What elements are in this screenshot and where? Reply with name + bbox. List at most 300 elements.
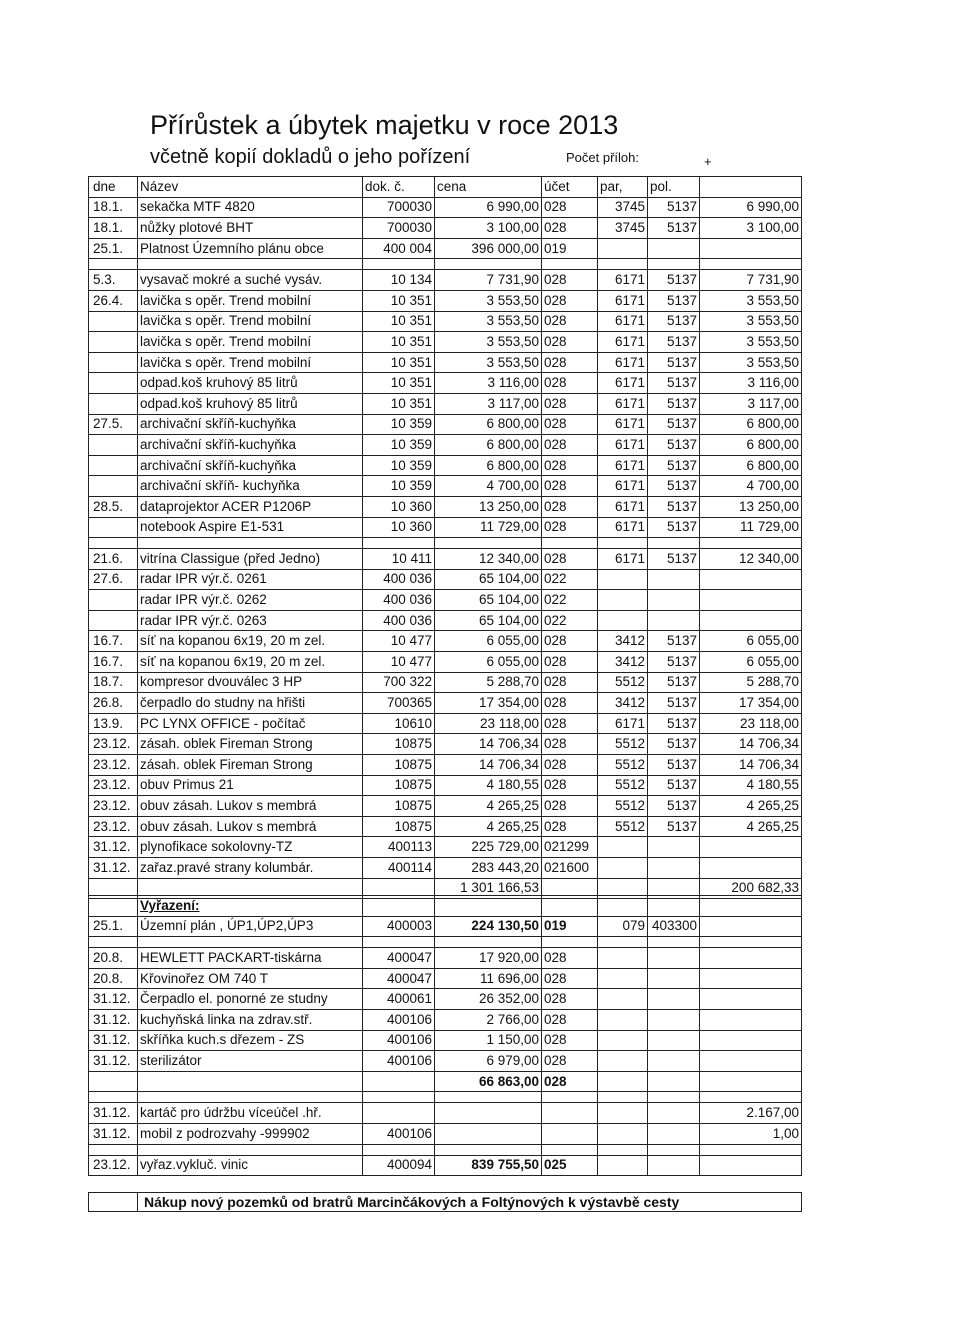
name-cell: archivační skříň-kuchyňka [138, 435, 363, 456]
day-cell [89, 1071, 138, 1092]
table-row [89, 414, 802, 435]
price-cell: 4 180,55 [435, 775, 542, 796]
spacer-cell [89, 937, 138, 948]
account-cell: 028 [542, 948, 598, 969]
par-cell: 6171 [598, 332, 648, 353]
account-cell: 028 [542, 652, 598, 673]
spacer-row [89, 937, 802, 948]
par-cell: 6171 [598, 393, 648, 414]
pol-cell: 5137 [648, 476, 700, 497]
page-subtitle: včetně kopií dokladů o jeho pořízení [150, 146, 471, 168]
price-cell: 6 055,00 [435, 652, 542, 673]
account-cell: 028 [542, 414, 598, 435]
table-row [89, 352, 802, 373]
price-cell: 1 150,00 [435, 1030, 542, 1051]
table-row [89, 1051, 802, 1072]
total-cell: 6 990,00 [700, 197, 802, 218]
table-row [89, 435, 802, 456]
doc-cell: 700365 [363, 693, 435, 714]
pol-cell: 5137 [648, 290, 700, 311]
heading-empty [89, 896, 138, 917]
account-cell: 028 [542, 989, 598, 1010]
table-row [89, 775, 802, 796]
account-cell: 022 [542, 569, 598, 590]
doc-cell: 400106 [363, 1123, 435, 1144]
account-cell: 028 [542, 796, 598, 817]
account-cell: 028 [542, 332, 598, 353]
heading-empty [363, 896, 435, 917]
pol-cell [648, 590, 700, 611]
price-cell: 396 000,00 [435, 238, 542, 259]
total-cell [700, 1030, 802, 1051]
spacer-cell [363, 538, 435, 549]
pol-cell [648, 1009, 700, 1030]
account-cell: 028 [542, 1071, 598, 1092]
spacer-cell [435, 1092, 542, 1103]
price-cell: 5 288,70 [435, 672, 542, 693]
doc-cell: 400106 [363, 1009, 435, 1030]
spacer-cell [138, 1092, 363, 1103]
name-cell: sekačka MTF 4820 [138, 197, 363, 218]
par-cell: 3412 [598, 693, 648, 714]
price-cell: 3 553,50 [435, 352, 542, 373]
doc-cell: 10 477 [363, 631, 435, 652]
doc-cell: 10875 [363, 734, 435, 755]
pol-cell [648, 948, 700, 969]
pol-cell: 5137 [648, 734, 700, 755]
spacer-row [89, 1144, 802, 1155]
par-cell: 5512 [598, 775, 648, 796]
table-row [89, 968, 802, 989]
account-cell: 022 [542, 590, 598, 611]
name-cell: mobil z podrozvahy -999902 [138, 1123, 363, 1144]
table-row [89, 796, 802, 817]
table-row [89, 218, 802, 239]
name-cell: síť na kopanou 6x19, 20 m zel. [138, 631, 363, 652]
pol-cell [648, 989, 700, 1010]
name-cell: HEWLETT PACKART-tiskárna [138, 948, 363, 969]
total-cell [700, 1051, 802, 1072]
day-cell: 31.12. [89, 1030, 138, 1051]
par-cell [598, 1071, 648, 1092]
account-cell: 028 [542, 816, 598, 837]
doc-cell: 10610 [363, 713, 435, 734]
pol-cell [648, 569, 700, 590]
table-row [89, 476, 802, 497]
pol-cell: 5137 [648, 373, 700, 394]
doc-cell: 10875 [363, 796, 435, 817]
pol-cell: 5137 [648, 197, 700, 218]
total-cell: 14 706,34 [700, 755, 802, 776]
account-cell: 028 [542, 352, 598, 373]
spacer-cell [648, 538, 700, 549]
disposals-heading-row [89, 896, 802, 917]
pol-cell: 5137 [648, 672, 700, 693]
day-cell: 23.12. [89, 796, 138, 817]
header-nazev: Název [138, 177, 363, 198]
account-cell: 021299 [542, 837, 598, 858]
total-cell: 3 553,50 [700, 311, 802, 332]
pol-cell: 5137 [648, 435, 700, 456]
total-cell [700, 968, 802, 989]
total-cell [700, 989, 802, 1010]
name-cell: lavička s opěr. Trend mobilní [138, 311, 363, 332]
total-cell: 13 250,00 [700, 496, 802, 517]
name-cell: lavička s opěr. Trend mobilní [138, 352, 363, 373]
table-row [89, 1123, 802, 1144]
price-cell: 6 055,00 [435, 631, 542, 652]
table-row [89, 311, 802, 332]
name-cell: zásah. oblek Fireman Strong [138, 734, 363, 755]
name-cell: kartáč pro údržbu víceúčel .hř. [138, 1103, 363, 1124]
doc-cell: 10 359 [363, 414, 435, 435]
doc-cell: 400113 [363, 837, 435, 858]
price-cell: 6 990,00 [435, 197, 542, 218]
spacer-cell [363, 1144, 435, 1155]
price-cell: 65 104,00 [435, 610, 542, 631]
day-cell: 13.9. [89, 713, 138, 734]
heading-empty [598, 896, 648, 917]
table-row [89, 672, 802, 693]
par-cell: 079 [598, 916, 648, 937]
spacer-cell [542, 1092, 598, 1103]
pol-cell [648, 1103, 700, 1124]
day-cell: 31.12. [89, 989, 138, 1010]
table-row [89, 1071, 802, 1092]
par-cell [598, 968, 648, 989]
table-row [89, 290, 802, 311]
price-cell: 3 117,00 [435, 393, 542, 414]
day-cell: 21.6. [89, 549, 138, 570]
day-cell: 23.12. [89, 734, 138, 755]
spacer-cell [648, 1144, 700, 1155]
par-cell: 6171 [598, 290, 648, 311]
doc-cell: 400106 [363, 1051, 435, 1072]
header-empty [700, 177, 802, 198]
price-cell: 26 352,00 [435, 989, 542, 1010]
price-cell: 3 116,00 [435, 373, 542, 394]
day-cell [89, 332, 138, 353]
name-cell: kompresor dvouválec 3 HP [138, 672, 363, 693]
name-cell: čerpadlo do studny na hřišti [138, 693, 363, 714]
total-cell: 6 055,00 [700, 631, 802, 652]
name-cell: lavička s opěr. Trend mobilní [138, 290, 363, 311]
total-cell: 11 729,00 [700, 517, 802, 538]
doc-cell: 10 351 [363, 311, 435, 332]
par-cell [598, 858, 648, 879]
total-cell [700, 610, 802, 631]
spacer-row [89, 1092, 802, 1103]
name-cell: skříňka kuch.s dřezem - ZS [138, 1030, 363, 1051]
table-row [89, 393, 802, 414]
header-ucet: účet [542, 177, 598, 198]
table-row [89, 948, 802, 969]
account-cell: 028 [542, 693, 598, 714]
total-cell: 6 055,00 [700, 652, 802, 673]
pol-cell: 5137 [648, 816, 700, 837]
par-cell: 6171 [598, 414, 648, 435]
price-cell: 224 130,50 [435, 916, 542, 937]
par-cell [598, 989, 648, 1010]
doc-cell: 400 036 [363, 610, 435, 631]
spacer-cell [138, 937, 363, 948]
table-row [89, 837, 802, 858]
header-par: par, [598, 177, 648, 198]
account-cell: 028 [542, 672, 598, 693]
pol-cell [648, 1071, 700, 1092]
table-row [89, 496, 802, 517]
price-cell [435, 1123, 542, 1144]
par-cell: 6171 [598, 496, 648, 517]
price-cell: 6 800,00 [435, 435, 542, 456]
account-cell: 028 [542, 968, 598, 989]
table-row [89, 1155, 802, 1176]
table-row [89, 455, 802, 476]
pol-cell: 5137 [648, 713, 700, 734]
additions-table [88, 176, 802, 899]
name-cell: sterilizátor [138, 1051, 363, 1072]
table-row [89, 1009, 802, 1030]
spacer-cell [598, 259, 648, 270]
spacer-cell [648, 937, 700, 948]
spacer-cell [435, 1144, 542, 1155]
price-cell: 11 729,00 [435, 517, 542, 538]
name-cell: vyřaz.vykluč. vinic [138, 1155, 363, 1176]
total-cell: 1,00 [700, 1123, 802, 1144]
doc-cell: 10 351 [363, 393, 435, 414]
day-cell: 31.12. [89, 1103, 138, 1124]
note-box [88, 1192, 802, 1212]
par-cell: 6171 [598, 549, 648, 570]
par-cell: 6171 [598, 311, 648, 332]
header-row [89, 177, 802, 198]
price-cell: 3 100,00 [435, 218, 542, 239]
total-cell: 3 117,00 [700, 393, 802, 414]
day-cell [89, 455, 138, 476]
pol-cell: 5137 [648, 631, 700, 652]
price-cell: 7 731,90 [435, 270, 542, 291]
table-row [89, 713, 802, 734]
account-cell: 021600 [542, 858, 598, 879]
account-cell: 019 [542, 238, 598, 259]
total-cell [700, 1009, 802, 1030]
total-cell: 200 682,33 [700, 878, 802, 899]
doc-cell: 10 134 [363, 270, 435, 291]
price-cell: 65 104,00 [435, 590, 542, 611]
spacer-cell [598, 538, 648, 549]
spacer-cell [435, 259, 542, 270]
day-cell: 31.12. [89, 1051, 138, 1072]
day-cell: 18.7. [89, 672, 138, 693]
par-cell: 6171 [598, 476, 648, 497]
par-cell [598, 1123, 648, 1144]
total-cell: 4 700,00 [700, 476, 802, 497]
doc-cell: 10 360 [363, 496, 435, 517]
day-cell: 31.12. [89, 837, 138, 858]
pol-cell: 5137 [648, 393, 700, 414]
name-cell: vitrína Classigue (před Jedno) [138, 549, 363, 570]
account-cell [542, 1103, 598, 1124]
day-cell: 28.5. [89, 496, 138, 517]
par-cell [598, 1009, 648, 1030]
doc-cell: 10 351 [363, 352, 435, 373]
pol-cell: 5137 [648, 455, 700, 476]
par-cell [598, 837, 648, 858]
header-cena: cena [435, 177, 542, 198]
account-cell: 028 [542, 311, 598, 332]
name-cell: Územní plán , ÚP1,ÚP2,ÚP3 [138, 916, 363, 937]
day-cell: 16.7. [89, 652, 138, 673]
account-cell: 028 [542, 775, 598, 796]
pol-cell: 5137 [648, 352, 700, 373]
day-cell [89, 610, 138, 631]
spacer-cell [700, 937, 802, 948]
heading-empty [648, 896, 700, 917]
name-cell: odpad.koš kruhový 85 litrů [138, 373, 363, 394]
pol-cell [648, 1030, 700, 1051]
doc-cell: 10 351 [363, 290, 435, 311]
price-cell: 17 354,00 [435, 693, 542, 714]
total-cell: 23 118,00 [700, 713, 802, 734]
spacer-cell [598, 1092, 648, 1103]
par-cell: 3745 [598, 218, 648, 239]
doc-cell: 10 351 [363, 373, 435, 394]
day-cell: 23.12. [89, 755, 138, 776]
par-cell [598, 569, 648, 590]
doc-cell: 10875 [363, 775, 435, 796]
doc-cell: 700 322 [363, 672, 435, 693]
pol-cell: 5137 [648, 218, 700, 239]
total-cell: 4 180,55 [700, 775, 802, 796]
plus-mark: + [704, 154, 712, 169]
par-cell: 6171 [598, 517, 648, 538]
doc-cell: 400047 [363, 968, 435, 989]
spacer-cell [435, 937, 542, 948]
disposals-table [88, 895, 802, 1176]
header-pol: pol. [648, 177, 700, 198]
account-cell: 028 [542, 713, 598, 734]
table-row [89, 610, 802, 631]
price-cell: 65 104,00 [435, 569, 542, 590]
total-cell [700, 948, 802, 969]
par-cell: 3412 [598, 652, 648, 673]
price-cell [435, 1103, 542, 1124]
spacer-cell [648, 259, 700, 270]
par-cell [598, 590, 648, 611]
spacer-cell [138, 538, 363, 549]
spacer-cell [138, 1144, 363, 1155]
pol-cell [648, 610, 700, 631]
pol-cell [648, 858, 700, 879]
total-cell [700, 1155, 802, 1176]
total-cell: 12 340,00 [700, 549, 802, 570]
day-cell: 23.12. [89, 1155, 138, 1176]
par-cell: 6171 [598, 270, 648, 291]
day-cell: 5.3. [89, 270, 138, 291]
par-cell [598, 1030, 648, 1051]
spacer-cell [435, 538, 542, 549]
spacer-cell [598, 937, 648, 948]
spacer-cell [700, 538, 802, 549]
account-cell: 028 [542, 476, 598, 497]
pol-cell [648, 238, 700, 259]
par-cell: 6171 [598, 373, 648, 394]
day-cell: 18.1. [89, 218, 138, 239]
day-cell [89, 435, 138, 456]
day-cell: 27.6. [89, 569, 138, 590]
name-cell: obuv Primus 21 [138, 775, 363, 796]
spacer-cell [598, 1144, 648, 1155]
total-cell [700, 569, 802, 590]
day-cell: 23.12. [89, 816, 138, 837]
name-cell: radar IPR výr.č. 0261 [138, 569, 363, 590]
price-cell: 14 706,34 [435, 755, 542, 776]
doc-cell: 10 351 [363, 332, 435, 353]
account-cell: 025 [542, 1155, 598, 1176]
par-cell: 3745 [598, 197, 648, 218]
spacer-cell [700, 1144, 802, 1155]
doc-cell: 700030 [363, 197, 435, 218]
note-box-empty-cell [89, 1193, 138, 1211]
pol-cell: 5137 [648, 311, 700, 332]
day-cell: 20.8. [89, 948, 138, 969]
spacer-cell [648, 1092, 700, 1103]
total-cell: 6 800,00 [700, 435, 802, 456]
par-cell: 6171 [598, 435, 648, 456]
pol-cell: 5137 [648, 775, 700, 796]
total-cell: 14 706,34 [700, 734, 802, 755]
total-cell [700, 916, 802, 937]
doc-cell: 10 411 [363, 549, 435, 570]
day-cell: 16.7. [89, 631, 138, 652]
name-cell [138, 1071, 363, 1092]
total-cell: 5 288,70 [700, 672, 802, 693]
account-cell [542, 1123, 598, 1144]
spacer-cell [89, 1144, 138, 1155]
pol-cell [648, 1155, 700, 1176]
day-cell: 25.1. [89, 916, 138, 937]
heading-empty [700, 896, 802, 917]
doc-cell: 400114 [363, 858, 435, 879]
pol-cell: 403300 [648, 916, 700, 937]
doc-cell: 10 359 [363, 435, 435, 456]
price-cell: 6 800,00 [435, 414, 542, 435]
name-cell: dataprojektor ACER P1206P [138, 496, 363, 517]
spacer-cell [89, 538, 138, 549]
price-cell: 12 340,00 [435, 549, 542, 570]
account-cell: 028 [542, 1051, 598, 1072]
name-cell: obuv zásah. Lukov s membrá [138, 816, 363, 837]
total-cell [700, 1071, 802, 1092]
pol-cell: 5137 [648, 652, 700, 673]
table-row [89, 631, 802, 652]
spacer-row [89, 538, 802, 549]
table-row [89, 590, 802, 611]
day-cell [89, 517, 138, 538]
doc-cell: 400061 [363, 989, 435, 1010]
table-row [89, 734, 802, 755]
pol-cell: 5137 [648, 796, 700, 817]
spacer-cell [542, 937, 598, 948]
day-cell: 25.1. [89, 238, 138, 259]
pol-cell [648, 968, 700, 989]
spacer-cell [542, 1144, 598, 1155]
account-cell: 028 [542, 197, 598, 218]
table-row [89, 816, 802, 837]
account-cell: 028 [542, 549, 598, 570]
par-cell: 5512 [598, 796, 648, 817]
pol-cell [648, 837, 700, 858]
